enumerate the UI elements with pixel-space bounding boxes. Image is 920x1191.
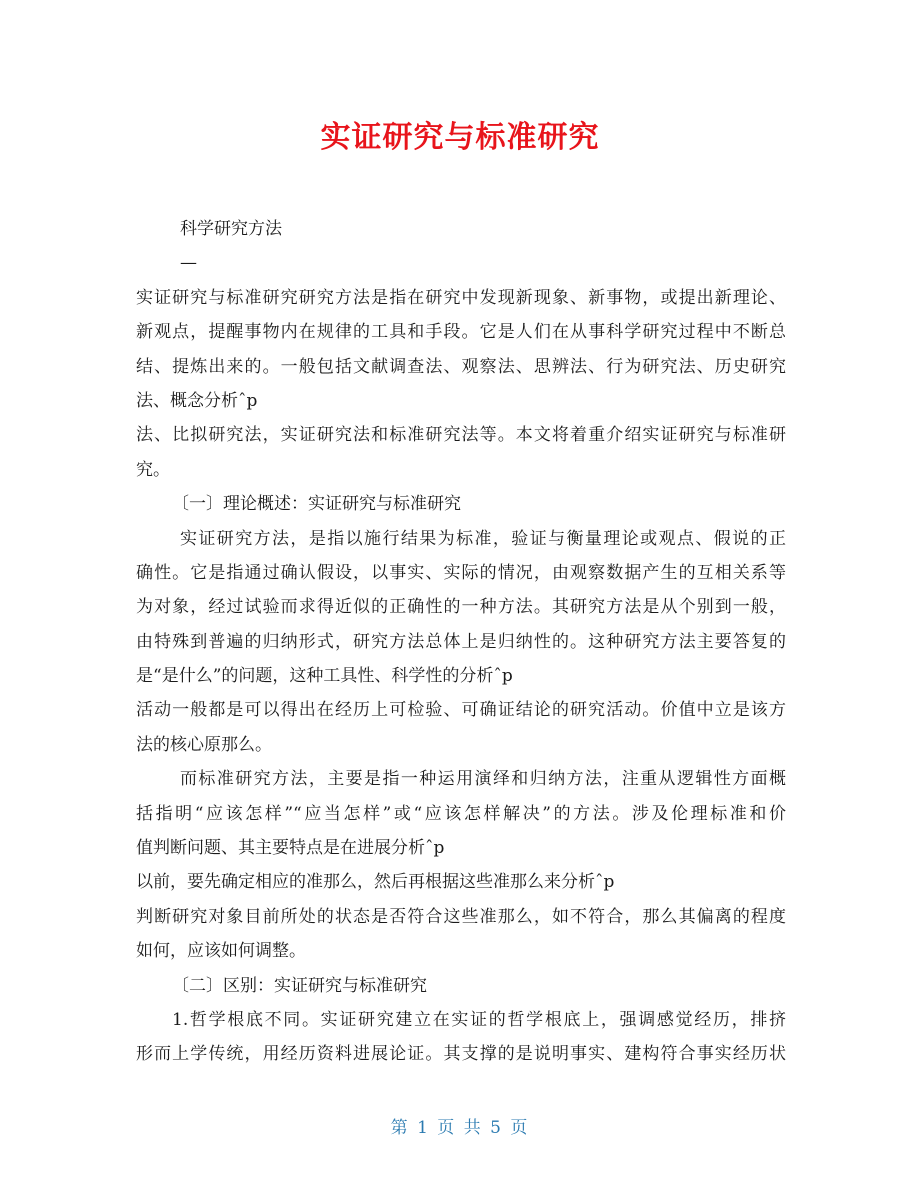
paragraph-line: 是“是什么”的问题，这种工具性、科学性的分析ˆp (136, 666, 513, 687)
paragraph-line: 结、提炼出来的。一般包括文献调查法、观察法、思辨法、行为研究法、历史研究 (136, 356, 786, 377)
paragraph-line: 活动一般都是可以得出在经历上可检验、可确证结论的研究活动。价值中立是该方 (136, 700, 786, 721)
paragraph-line: 而标准研究方法，主要是指一种运用演绎和归纳方法，注重从逻辑性方面概 (180, 769, 786, 790)
document-title: 实证研究与标准研究 (320, 120, 600, 155)
subsection-heading: 〔二〕区别：实证研究与标准研究 (172, 975, 427, 996)
paragraph-line: 括指明“应该怎样”“应当怎样”或“应该怎样解决”的方法。涉及伦理标准和价 (136, 803, 786, 824)
paragraph-line: 究。 (136, 459, 170, 480)
paragraph-line: 值判断问题、其主要特点是在进展分析ˆp (136, 838, 445, 859)
paragraph-line: 法的核心原那么。 (136, 734, 272, 755)
paragraph-line: 法、比拟研究法，实证研究法和标准研究法等。本文将着重介绍实证研究与标准研 (136, 425, 786, 446)
paragraph-line: 实证研究方法，是指以施行结果为标准，验证与衡量理论或观点、假说的正 (180, 528, 786, 549)
section-heading: 科学研究方法 (180, 219, 282, 239)
dash-line: — (180, 253, 197, 274)
page-number: 第 1 页 共 5 页 (390, 1118, 530, 1138)
paragraph-line: 由特殊到普遍的归纳形式，研究方法总体上是归纳性的。这种研究方法主要答复的 (136, 631, 786, 652)
paragraph-line: 法、概念分析ˆp (136, 390, 258, 411)
document-body (136, 212, 786, 1072)
paragraph-line: 新观点，提醒事物内在规律的工具和手段。它是人们在从事科学研究过程中不断总 (136, 322, 786, 343)
paragraph-line: 实证研究与标准研究研究方法是指在研究中发现新现象、新事物，或提出新理论、 (136, 287, 786, 308)
subsection-heading: 〔一〕理论概述：实证研究与标准研究 (172, 494, 461, 515)
paragraph-line: 判断研究对象目前所处的状态是否符合这些准那么，如不符合，那么其偏离的程度 (136, 906, 786, 927)
paragraph-line: 确性。它是指通过确认假设，以事实、实际的情况，由观察数据产生的互相关系等 (136, 562, 786, 583)
paragraph-line: 形而上学传统，用经历资料进展论证。其支撑的是说明事实、建构符合事实经历状 (136, 1044, 786, 1065)
paragraph-line: 1.哲学根底不同。实证研究建立在实证的哲学根底上，强调感觉经历，排挤 (172, 1009, 786, 1030)
paragraph-line: 以前，要先确定相应的准那么，然后再根据这些准那么来分析ˆp (136, 872, 615, 893)
paragraph-line: 为对象，经过试验而求得近似的正确性的一种方法。其研究方法是从个别到一般， (136, 597, 786, 618)
paragraph-line: 如何，应该如何调整。 (136, 941, 306, 962)
